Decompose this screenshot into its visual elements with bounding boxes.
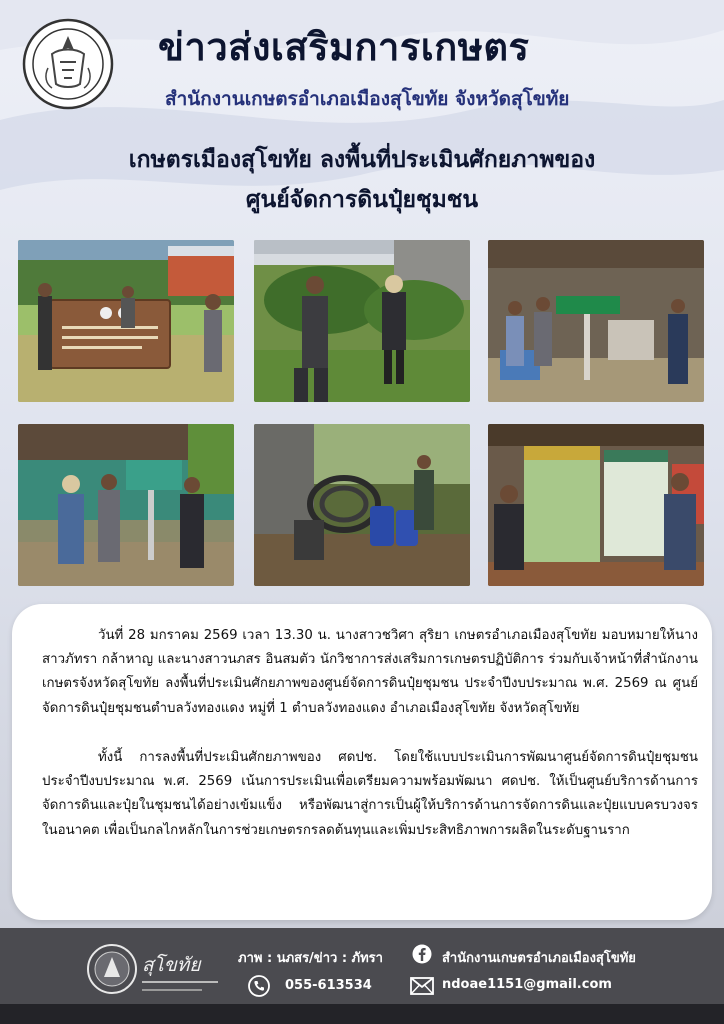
email-icon <box>410 977 434 995</box>
phone-number[interactable]: 055-613534 <box>285 978 372 993</box>
photo-credit: ภาพ : นภสร/ข่าว : ภัทรา <box>238 951 383 966</box>
body-paragraph-1: วันที่ 28 มกราคม 2569 เวลา 13.30 น. นางสาวชวิศา สุริยา เกษตรอำเภอเมืองสุโขทัย มอบหมายให้นางสาวภัทรา กล้าหาญ และนางสาวนภสร อินสมตัว นักวิชาการส่งเสริมการเกษตรปฏิบัติการ ร่วมกับเจ้าหน้าที่สำนักงานเกษตรจังหวัดสุโขทัย ลงพื้นที่ประเมินศักยภาพของศูนย์จัดการดินปุ๋ยชุมชน ประจำปีงบประมาณ พ.ศ. 2569 ณ ศูนย์จัดการดินปุ๋ยชุมชนตำบลวังทองแดง หมู่ที่ 1 ตำบลวังทองแดง อำเภอเมืองสุโขทัย จังหวัดสุโขทัย <box>42 628 698 716</box>
office-subtitle: สำนักงานเกษตรอำเภอเมืองสุโขทัย จังหวัดสุโขทัย <box>165 88 570 110</box>
department-seal-logo <box>22 18 114 110</box>
facebook-icon[interactable] <box>412 944 432 964</box>
photo-banner-display <box>488 424 704 586</box>
phone-icon <box>248 975 270 997</box>
headline-line-2: ศูนย์จัดการดินปุ๋ยชุมชน <box>245 187 479 213</box>
footer-bottom-strip <box>0 1004 724 1024</box>
facebook-page-name[interactable]: สำนักงานเกษตรอำเภอเมืองสุโขทัย <box>442 951 636 966</box>
sukhothai-logo <box>86 937 226 1001</box>
bulletin-title: ข่าวส่งเสริมการเกษตร <box>158 24 530 69</box>
email-address[interactable]: ndoae1151@gmail.com <box>442 977 612 992</box>
photo-sign-group <box>18 240 234 402</box>
body-paragraph-2: ทั้งนี้ การลงพื้นที่ประเมินศักยภาพของ ศดปช. โดยใช้แบบประเมินการพัฒนาศูนย์จัดการดินปุ๋ยชุมชน ประจำปีงบประมาณ พ.ศ. 2569 เน้นการประเมินเพื่อเตรียมความพร้อมพัฒนา ศดปช. ให้เป็นศูนย์บริการด้านการจัดการดินและปุ๋ยในชุมชนได้อย่างเข้มแข็ง หรือพัฒนาสู่การเป็นผู้ให้บริการด้านการจัดการดินและปุ๋ยแบบครบวงจรในอนาคต เพื่อเป็นกลไกหลักในการช่วยเกษตรกรลดต้นทุนและเพิ่มประสิทธิภาพการผลิตในระดับฐานราก <box>42 750 698 838</box>
logo-text: สุโขทัย <box>142 954 201 976</box>
photo-hoses-barrels <box>254 424 470 586</box>
photo-shed-sign <box>488 240 704 402</box>
photo-group-sign-post <box>18 424 234 586</box>
photo-orchard-visit <box>254 240 470 402</box>
headline-line-1: เกษตรเมืองสุโขทัย ลงพื้นที่ประเมินศักยภาพของ <box>128 147 596 173</box>
